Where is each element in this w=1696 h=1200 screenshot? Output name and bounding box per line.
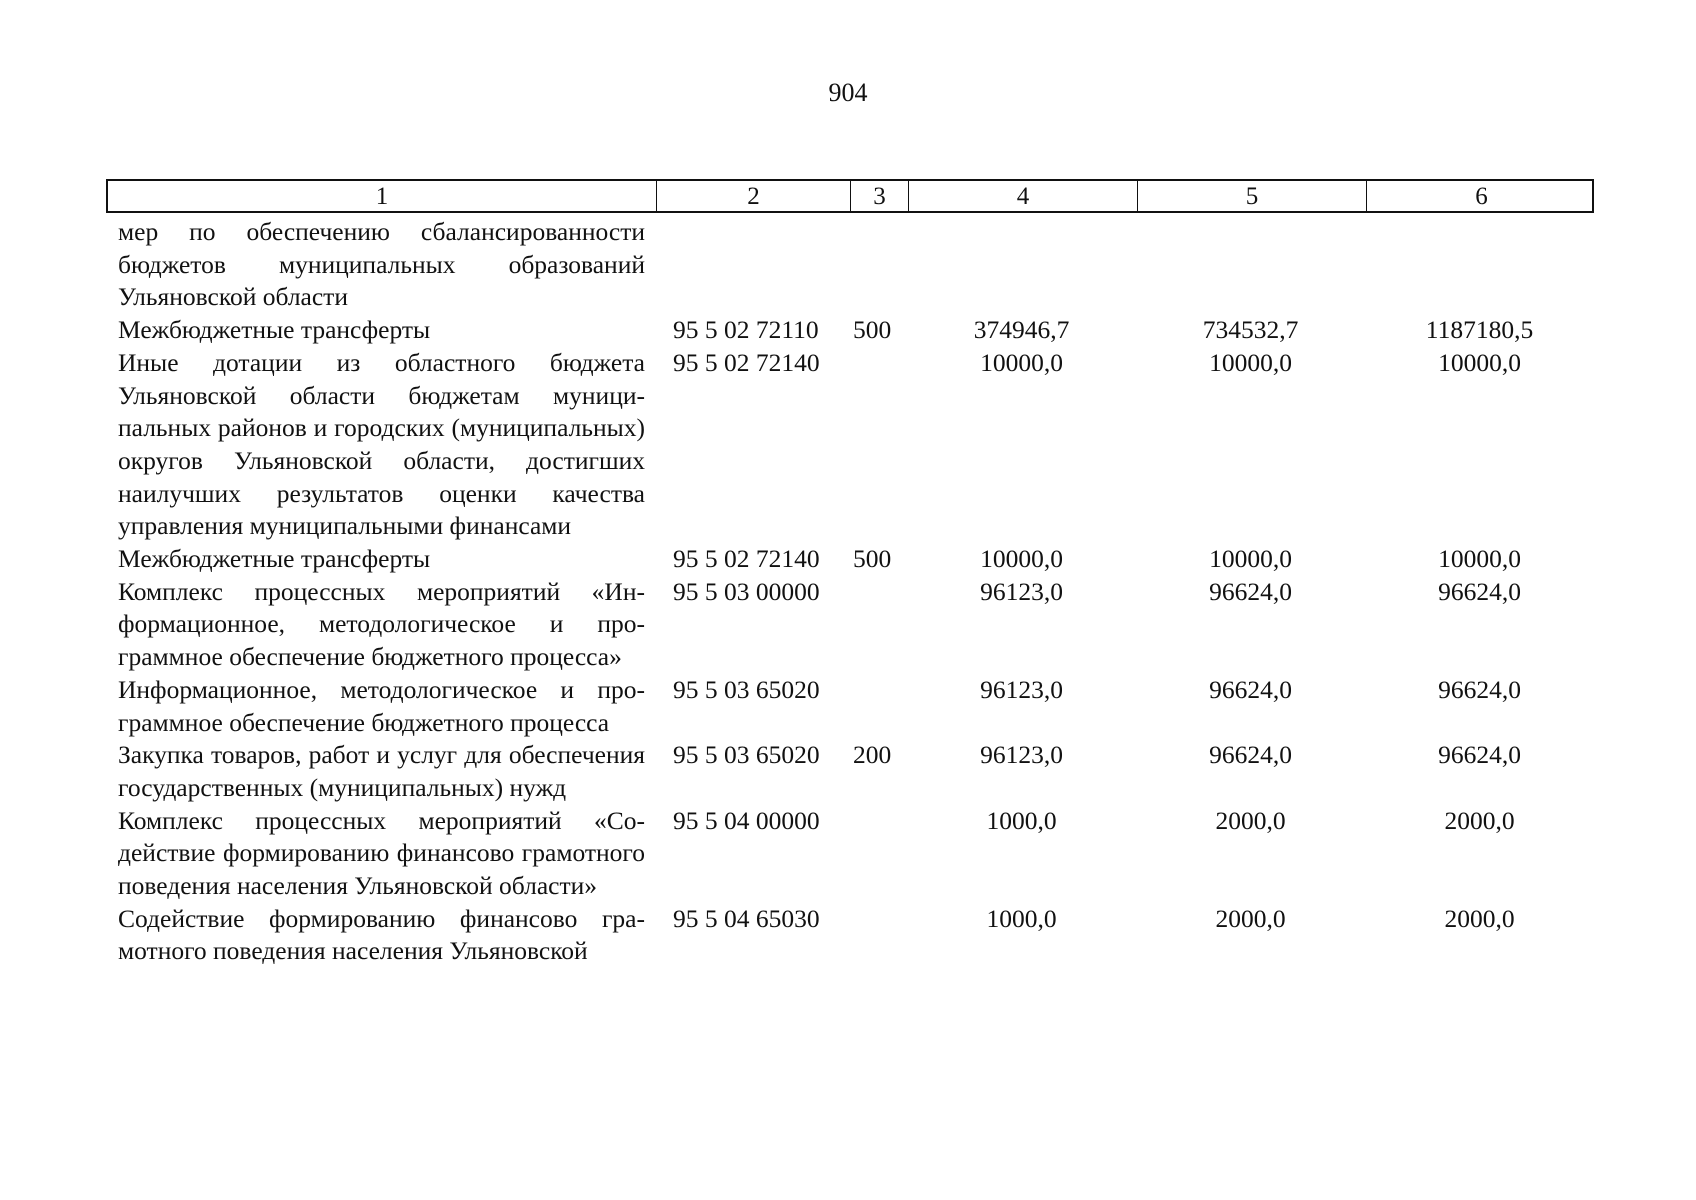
row-value-col4: 96123,0: [980, 740, 1063, 770]
row-code: 95 5 02 72140: [673, 347, 820, 377]
row-value-col5: 2000,0: [1215, 805, 1286, 835]
row-expense-type: 200: [853, 740, 892, 770]
row-description: мер по обеспечению сбалансированности бюджетов муниципальных образований Ульяновской области: [118, 217, 645, 312]
row-expense-type: 500: [853, 544, 892, 574]
table-row: [106, 674, 1594, 739]
row-value-col5: 96624,0: [1209, 740, 1292, 770]
row-code: [655, 216, 849, 314]
row-value-col4: 1000,0: [986, 805, 1057, 835]
table-row: [106, 903, 1594, 968]
row-value-col6: 1187180,5: [1425, 315, 1534, 345]
row-value-col6: 2000,0: [1444, 805, 1515, 835]
row-value-col6: 10000,0: [1438, 544, 1521, 574]
column-header-2: 2: [657, 181, 851, 212]
page-number: 904: [828, 78, 868, 107]
row-description: Межбюджетные трансферты: [118, 315, 431, 345]
row-expense-type: [849, 347, 907, 543]
row-value-col5: 10000,0: [1209, 347, 1292, 377]
column-header-1: 1: [108, 181, 657, 212]
table-row: [106, 314, 1594, 347]
row-code: 95 5 03 00000: [673, 576, 820, 606]
row-value-col5: [1136, 216, 1365, 314]
row-description: Иные дотации из областного бюджета Ульяновской области бюджетам муниципальных районов и городских (муниципальных) округов Ульяновской области, достигших наилучших результатов оценки качества управления муниципальными финансами: [118, 347, 645, 541]
table-header: [106, 179, 1594, 213]
row-value-col4: 374946,7: [973, 315, 1070, 345]
row-value-col4: 1000,0: [986, 903, 1057, 933]
row-value-col6: [1365, 216, 1594, 314]
row-value-col6: 96624,0: [1438, 576, 1521, 606]
row-description: Межбюджетные трансферты: [118, 544, 431, 574]
table-row: [106, 576, 1594, 674]
table-row: [106, 739, 1594, 804]
row-description: Содействие формированию финансово грамотного поведения населения Ульяновской: [118, 903, 645, 966]
row-expense-type: [849, 576, 907, 674]
row-code: 95 5 02 72110: [673, 315, 819, 345]
row-description: Закупка товаров, работ и услуг для обеспечения государственных (муниципальных) нужд: [118, 740, 645, 802]
table-body: [106, 216, 1594, 968]
row-value-col4: [907, 216, 1136, 314]
row-expense-type: [849, 805, 907, 903]
row-expense-type: [849, 674, 907, 739]
row-code: 95 5 02 72140: [673, 544, 820, 574]
row-value-col4: 96123,0: [980, 674, 1063, 704]
column-header-6: 6: [1475, 183, 1488, 210]
row-value-col5: 734532,7: [1202, 315, 1299, 345]
row-value-col4: 96123,0: [980, 576, 1063, 606]
table-row: [106, 543, 1594, 576]
row-description: Комплекс процессных мероприятий «Содействие формированию финансово грамотного поведения населения Ульяновской области»: [118, 805, 645, 901]
column-header-5: 5: [1138, 181, 1367, 212]
row-code: 95 5 04 00000: [673, 805, 820, 835]
row-value-col6: 96624,0: [1438, 740, 1521, 770]
row-value-col6: 96624,0: [1438, 674, 1521, 704]
column-header-3: 3: [851, 181, 909, 212]
row-description: Информационное, методологическое и программное обеспечение бюджетного процесса: [118, 674, 645, 737]
row-expense-type: [849, 903, 907, 968]
row-value-col6: 10000,0: [1438, 347, 1521, 377]
table-row: [106, 347, 1594, 543]
row-value-col4: 10000,0: [980, 544, 1063, 574]
row-code: 95 5 04 65030: [673, 903, 820, 933]
row-value-col5: 10000,0: [1209, 544, 1292, 574]
column-header-4: 4: [909, 181, 1138, 212]
row-expense-type: 500: [853, 315, 892, 345]
row-value-col4: 10000,0: [980, 347, 1063, 377]
row-value-col6: 2000,0: [1444, 903, 1515, 933]
table-row: [106, 216, 1594, 314]
row-value-col5: 96624,0: [1209, 576, 1292, 606]
row-code: 95 5 03 65020: [673, 674, 820, 704]
row-value-col5: 96624,0: [1209, 674, 1292, 704]
row-code: 95 5 03 65020: [673, 740, 820, 770]
table-row: [106, 805, 1594, 903]
row-expense-type: [849, 216, 907, 314]
row-description: Комплекс процессных мероприятий «Информационное, методологическое и программное обеспечение бюджетного процесса»: [118, 576, 645, 672]
row-value-col5: 2000,0: [1215, 903, 1286, 933]
